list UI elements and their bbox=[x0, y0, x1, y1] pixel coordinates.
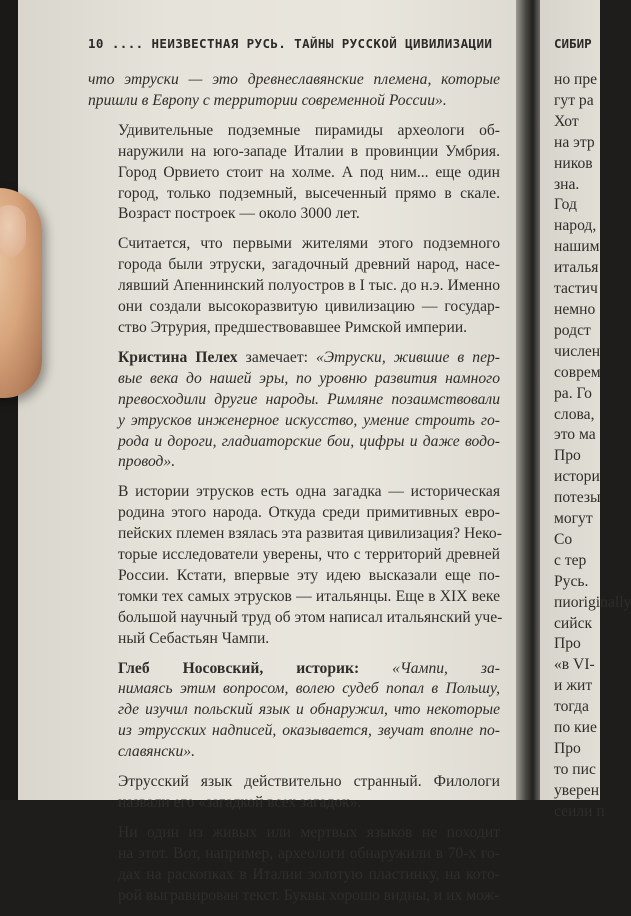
text-line: Удивительные подземные пирамиды археологи об- bbox=[118, 121, 500, 139]
quote-text: «Чампи, за- bbox=[392, 659, 500, 677]
text-line: ство Этрурия, предшествовавшее Римской империи. bbox=[118, 318, 468, 336]
text-line-fragment: сийск bbox=[554, 614, 593, 632]
text-line: Считается, что первыми жителями этого подземного bbox=[118, 235, 500, 253]
left-book-page bbox=[18, 0, 516, 904]
text-line: России. Кстати, впервые эту идею высказали еще по- bbox=[118, 566, 500, 584]
paragraph bbox=[88, 823, 500, 907]
text-line: вые века до нашей эры, по уровню развития намного bbox=[118, 369, 500, 387]
text-line: томки тех самых этрусков — итальянцы. Еще в XIX веке bbox=[118, 587, 500, 605]
text-line-fragment: родст bbox=[554, 321, 591, 339]
text-line-fragment: Про bbox=[554, 740, 581, 757]
text-line: В истории этрусков есть одна загадка — историческая bbox=[118, 483, 500, 501]
paragraph bbox=[88, 772, 500, 814]
text-line: где изучил польский язык и обнаружил, что некоторые bbox=[118, 701, 500, 719]
paragraph bbox=[88, 659, 500, 764]
text-line-fragment: слова, bbox=[554, 405, 595, 423]
text-line-fragment: то пис bbox=[554, 760, 596, 778]
text-line-fragment: ников bbox=[554, 154, 593, 172]
page-number: 10 bbox=[88, 36, 104, 51]
text-line-fragment: зна. bbox=[554, 175, 580, 193]
text-line: дах на раскопках в Италии золотую пластинку, на кото- bbox=[118, 865, 500, 883]
text-line-fragment: тастич bbox=[554, 280, 598, 298]
body-text bbox=[88, 70, 503, 916]
text-line: ный Себастьян Чампи. bbox=[118, 629, 270, 647]
paragraph bbox=[88, 234, 500, 339]
text-line: торые исследователи уверены, что с территорий древней bbox=[118, 546, 500, 564]
text-line bbox=[88, 659, 500, 680]
text-line: у этрусков инженерное искусство, умение строить го- bbox=[118, 411, 500, 429]
text-line-fragment: по кие bbox=[554, 719, 597, 737]
text-line: Этрусский язык действительно странный. Филологи bbox=[118, 773, 500, 791]
running-head-title: .... НЕИЗВЕСТНАЯ РУСЬ. ТАЙНЫ РУССКОЙ ЦИВИЛИЗАЦИИ bbox=[111, 36, 493, 51]
paragraph bbox=[88, 482, 503, 649]
text-line: они создали высокоразвитую цивилизацию — государ- bbox=[118, 298, 500, 316]
text-line-fragment: гут ра bbox=[554, 91, 594, 109]
speaker-name: Глеб Носовский, историк: bbox=[118, 659, 360, 677]
speaker-name: Кристина Пелех bbox=[118, 348, 238, 366]
text-line: Город Орвието стоит на холме. А под ним... еще один bbox=[118, 163, 500, 181]
book-gutter bbox=[516, 0, 540, 800]
text-line: города были этруски, загадочный древний народ, насе- bbox=[118, 256, 500, 274]
thumb-nail bbox=[0, 205, 26, 257]
text-line-fragment: Русь. bbox=[554, 572, 589, 590]
text-line: славянски». bbox=[118, 743, 195, 761]
text-line bbox=[88, 348, 500, 369]
text-line-fragment: но пре bbox=[554, 71, 598, 88]
text-line-fragment: пиoriginally bbox=[554, 593, 631, 611]
text-line: город, только подземный, высеченный прямо в скале. bbox=[118, 184, 500, 202]
text-line-fragment: Про bbox=[554, 447, 581, 465]
text-line-fragment: на этр bbox=[554, 133, 595, 151]
right-book-page bbox=[540, 0, 631, 820]
text-line: большой научный труд об этом написал итальянский уче- bbox=[118, 608, 503, 626]
text-line: рода и дороги, гладиаторские бои, цифры и даже водо- bbox=[118, 432, 500, 450]
speaker-intro: замечает: bbox=[237, 348, 317, 366]
text-line: Возраст построек — около 3000 лет. bbox=[118, 205, 360, 223]
text-line-fragment: уверен bbox=[554, 781, 600, 799]
text-line-fragment: народ, bbox=[554, 217, 597, 235]
text-line-fragment: нашим bbox=[554, 238, 600, 256]
paragraph bbox=[88, 348, 500, 473]
background-edge bbox=[0, 0, 18, 800]
text-line: что этруски — это древнеславянские племена, которые bbox=[88, 71, 500, 88]
text-line-fragment: с тер bbox=[554, 551, 587, 569]
text-line: Ни один из живых или мертвых языков не походит bbox=[118, 823, 500, 841]
text-line: пришли в Европу с территории современной России». bbox=[88, 91, 447, 109]
paragraph bbox=[88, 70, 500, 112]
text-line: нимаясь этим вопросом, волею судеб попал в Польшу, bbox=[118, 680, 500, 698]
text-line: рой выгравирован текст. Буквы хорошо видны, и их мож- bbox=[118, 886, 500, 904]
text-line: из этрусских надписей, оказывается, звучат вполне по- bbox=[118, 722, 500, 740]
text-line: назвали его «загадкой всех загадок». bbox=[118, 794, 362, 811]
text-line-fragment: «в VI- bbox=[554, 656, 595, 674]
speaker-intro bbox=[359, 660, 392, 677]
text-line-fragment: тогда bbox=[554, 698, 589, 716]
text-line: на этот. Вот, например, археологи обнаружили в 70-х го- bbox=[118, 844, 500, 862]
text-line-fragment: Про bbox=[554, 635, 581, 653]
running-head bbox=[88, 36, 498, 51]
text-line-fragment: италья bbox=[554, 259, 599, 277]
text-line: лявший Апеннинский полуостров в I тыс. до н.э. Именно bbox=[118, 277, 500, 295]
text-line-fragment: соврем bbox=[554, 363, 601, 381]
text-line-fragment: Хот bbox=[554, 112, 579, 130]
text-line-fragment: истори bbox=[554, 468, 600, 486]
text-line-fragment: это ма bbox=[554, 426, 596, 444]
text-line-fragment: и жит bbox=[554, 677, 593, 695]
text-line: родина этого народа. Откуда среди примитивных евро- bbox=[118, 504, 500, 522]
text-line: наружили на юго-западе Италии в провинции Умбрия. bbox=[118, 142, 500, 160]
text-line: провод». bbox=[118, 453, 176, 471]
text-line-fragment: немно bbox=[554, 300, 596, 318]
text-line-fragment: потезы bbox=[554, 489, 601, 507]
text-line: пейских племен взялась эта развитая цивилизация? Неко- bbox=[118, 525, 502, 543]
text-line: превосходили другие народы. Римляне позаимствовали bbox=[118, 390, 500, 408]
text-line-fragment: сеили п bbox=[554, 802, 605, 820]
right-running-head: СИБИР bbox=[554, 36, 592, 51]
text-line-fragment: числен bbox=[554, 342, 601, 360]
quote-text: «Этруски, жившие в пер- bbox=[316, 348, 500, 366]
paragraph bbox=[88, 121, 500, 226]
text-line-fragment: Co bbox=[554, 530, 573, 548]
text-line-fragment: ра. Го bbox=[554, 384, 592, 402]
text-line-fragment: Год bbox=[554, 196, 577, 214]
right-body-text bbox=[554, 70, 631, 823]
text-line-fragment: могут bbox=[554, 510, 593, 528]
